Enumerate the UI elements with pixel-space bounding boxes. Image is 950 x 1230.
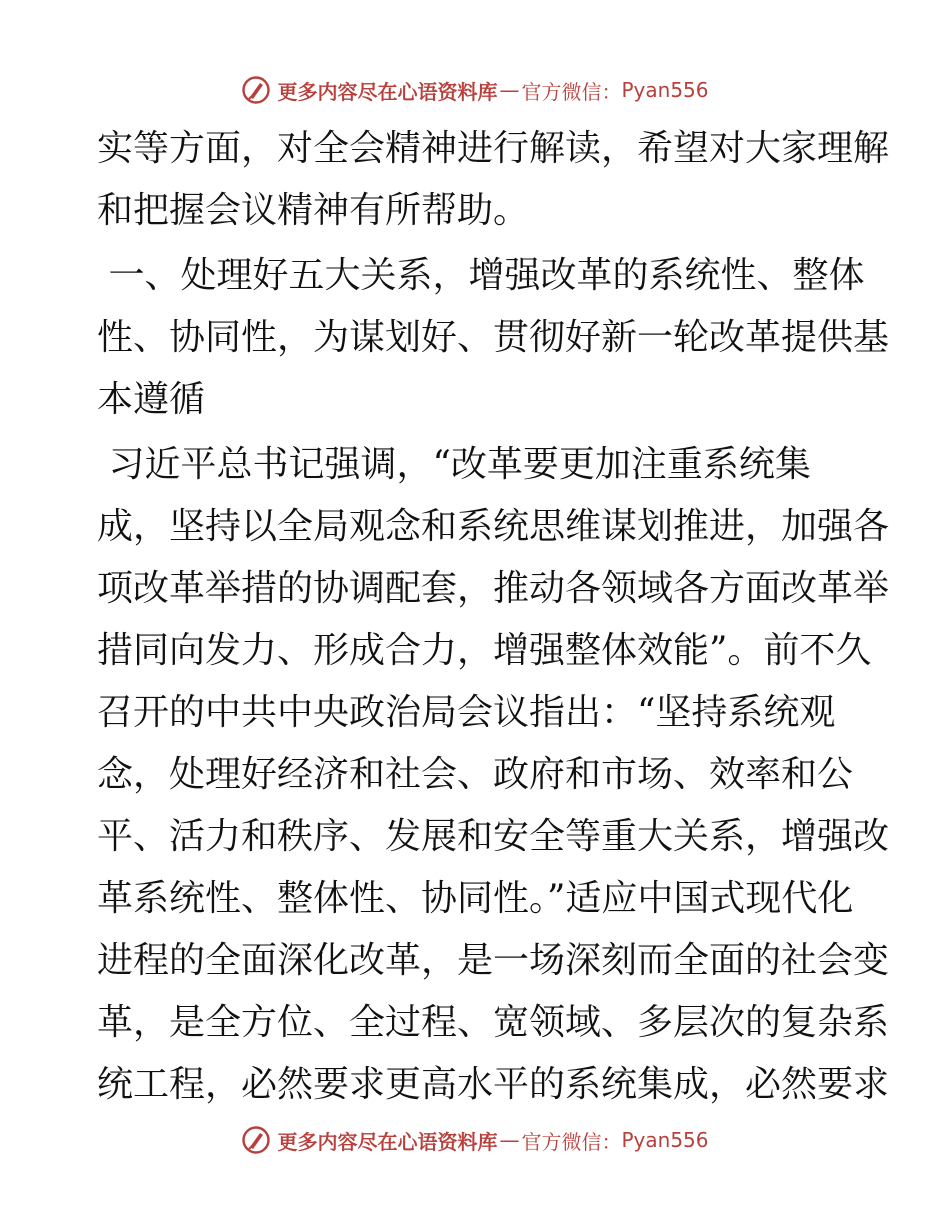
text-line: 统工程，必然要求更高水平的系统集成，必然要求 [97,1064,890,1105]
document-body [97,118,890,1116]
text-line: 实等方面，对全会精神进行解读，希望对大家理解 [97,128,890,169]
text-line: 措同向发力、形成合力，增强整体效能”。前不久 [97,630,872,671]
text-line: 平、活力和秩序、发展和安全等重大关系，增强改 [97,816,890,857]
banner-separator: — [499,78,520,102]
text-line: 习近平总书记强调，“改革要更加注重系统集 [97,444,811,485]
quill-pen-logo-icon [241,75,271,105]
text-line: 进程的全面深化改革，是一场深刻而全面的社会变 [97,940,890,981]
library-name: 更多内容尽在心语资料库 [277,79,498,104]
text-line: 召开的中共中央政治局会议指出：“坚持系统观 [97,692,836,733]
wechat-label: 官方微信： [521,79,622,104]
text-line: 一、处理好五大关系，增强改革的系统性、整体 [97,255,865,296]
quill-pen-logo-icon [241,1125,271,1155]
wechat-label: 官方微信： [521,1129,622,1154]
banner-separator: — [499,1128,520,1152]
text-line: 念，处理好经济和社会、政府和市场、效率和公 [97,754,854,795]
text-line: 革，是全方位、全过程、宽领域、多层次的复杂系 [97,1002,890,1043]
paragraph [97,434,890,1116]
library-name: 更多内容尽在心语资料库 [277,1129,498,1154]
text-line: 和把握会议精神有所帮助。 [97,190,530,231]
wechat-id: Pyan556 [621,78,709,102]
text-line: 革系统性、整体性、协同性。”适应中国式现代化 [97,878,854,919]
text-line: 成，坚持以全局观念和系统思维谋划推进，加强各 [97,506,890,547]
header-watermark-banner [0,72,950,108]
wechat-id: Pyan556 [621,1128,709,1152]
paragraph [97,118,890,242]
footer-watermark-banner [0,1122,950,1158]
text-line: 本遵循 [97,379,206,420]
text-line: 项改革举措的协调配套，推动各领域各方面改革举 [97,568,890,609]
text-line: 性、协同性，为谋划好、贯彻好新一轮改革提供基 [97,317,890,358]
section-heading [97,245,890,431]
